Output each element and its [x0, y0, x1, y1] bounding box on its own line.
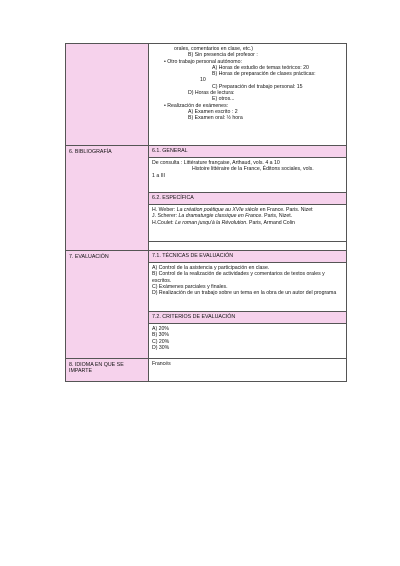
- specific-header: 6.2. ESPECÍFICA: [149, 193, 347, 205]
- workload-line: C) Preparación del trabajo personal: 15: [212, 83, 303, 90]
- workload-label-cell: [66, 44, 149, 146]
- ref-title: Le roman jusqu'à la Révolution: [175, 219, 247, 226]
- workload-line: A) Horas de estudio de temas teóricos: 20: [212, 64, 309, 71]
- workload-line: B) Sin presencia del profesor :: [188, 52, 258, 59]
- workload-line: A) Examen escrito : 2: [188, 108, 238, 115]
- bibliography-row: [66, 146, 347, 158]
- criteria-item: B) 30%: [152, 332, 170, 339]
- general-line: 1 a III: [152, 172, 165, 179]
- ref-author: J. Scherer:: [152, 213, 179, 220]
- language-value: Francés: [149, 359, 347, 382]
- specific-body: [149, 205, 347, 242]
- workload-line: B) Examen oral: ½ hora: [188, 115, 243, 122]
- evaluation-row: [66, 251, 347, 263]
- ref-author: H. Weber:: [152, 207, 177, 213]
- specific-ref: [152, 220, 343, 226]
- criteria-item: D) 30%: [152, 344, 170, 351]
- ref-publisher: . Paris, Armand Colin: [246, 219, 295, 226]
- general-body: [149, 158, 347, 193]
- workload-line: D) Horas de lectura:: [188, 90, 235, 97]
- techniques-header: 7.1. TÉCNICAS DE EVALUACIÓN: [149, 251, 347, 263]
- language-row: [66, 359, 347, 382]
- criteria-header: 7.2. CRITERIOS DE EVALUACIÓN: [149, 312, 347, 324]
- workload-line: E) otros...: [212, 96, 235, 103]
- general-header: 6.1. GENERAL: [149, 146, 347, 158]
- workload-line: B) Horas de preparación de clases prácticas:: [212, 71, 316, 78]
- ref-publisher: . Paris, Nizet.: [261, 213, 293, 220]
- ref-title: La dramaturgie classique en France: [178, 213, 262, 220]
- workload-cell: [149, 44, 347, 146]
- bibliography-label: 6. BIBLIOGRAFÍA: [66, 146, 149, 251]
- ref-publisher: en France. Paris. Nizet: [258, 207, 313, 213]
- workload-bullet: • Realización de exámenes:: [164, 102, 229, 109]
- ref-author: H.Coulet:: [152, 219, 176, 226]
- workload-row: [66, 44, 347, 146]
- evaluation-label: 7. EVALUACIÓN: [66, 251, 149, 359]
- general-line: De consulta : Littérature française, Arthaud, vols. 4 a 10: [152, 160, 280, 166]
- criteria-item: C) 20%: [152, 338, 170, 345]
- ref-title: La création poétique au XVIe siècle: [176, 207, 259, 213]
- workload-bullet: • Otro trabajo personal autónomo:: [164, 58, 242, 65]
- empty-cell: [149, 242, 347, 251]
- technique-item: B) Control de la realización de actividades y comentarios de textos orales y escritos.: [152, 271, 325, 284]
- criteria-body: [149, 324, 347, 359]
- workload-line: orales, comentarios en clase, etc.): [174, 46, 254, 52]
- techniques-body: [149, 263, 347, 312]
- course-guide-table: [65, 43, 347, 382]
- workload-line: 10: [200, 77, 206, 84]
- technique-item: C) Exámenes parciales y finales.: [152, 283, 228, 290]
- language-label: 8. IDIOMA EN QUE SE IMPARTE: [66, 359, 149, 382]
- general-line: Histoire littéraire de la France, Éditons sociales, vols.: [192, 166, 314, 173]
- criteria-item: A) 20%: [152, 326, 170, 332]
- technique-item: D) Realización de un trabajo sobre un tema en la obra de un autor del programa: [152, 290, 337, 297]
- technique-item: A) Control de la asistencia y participación en clase.: [152, 265, 270, 271]
